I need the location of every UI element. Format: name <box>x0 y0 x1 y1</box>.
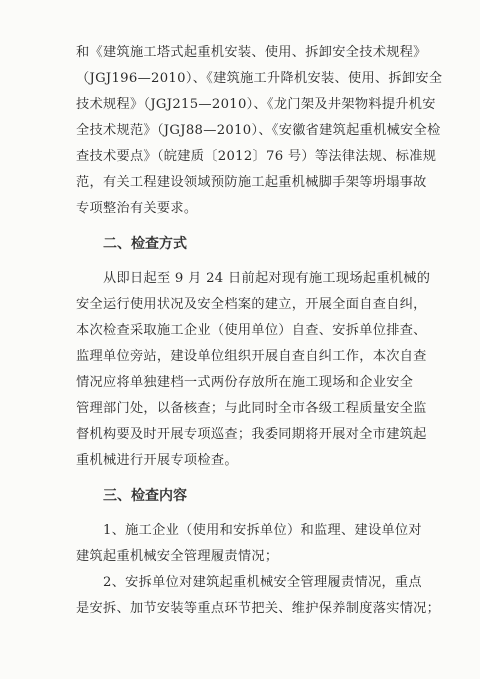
list-item-line: 是安拆、加节安装等重点环节把关、维护保养制度落实情况； <box>76 601 441 616</box>
paragraph-line: 管理部门处，以备核查；与此同时全市各级工程质量安全监 <box>76 401 427 416</box>
paragraph-line: 情况应将单独建档一式两份存放所在施工现场和企业安全 <box>76 375 414 390</box>
paragraph-line: 专项整治有关要求。 <box>76 201 198 216</box>
section-1-body <box>76 40 443 222</box>
paragraph-line: 查技术要点》（皖建质〔2012〕76 号）等法律法规、标准规 <box>76 149 437 164</box>
section-3-body <box>76 518 441 622</box>
paragraph-line: 全技术规范》（JGJ88—2010）、《安徽省建筑起重机械安全检 <box>76 123 441 138</box>
list-item-line: 建筑起重机械安全管理履责情况； <box>76 549 279 564</box>
paragraph-line: 范，有关工程建设领域预防施工起重机械脚手架等坍塌事故 <box>76 175 427 190</box>
paragraph-line: 技术规程》（JGJ215—2010）、《龙门架及井架物料提升机安 <box>76 97 436 112</box>
paragraph-line: 督机构要及时开展专项巡查；我委同期将开展对全市建筑起 <box>76 427 427 442</box>
section-2-body <box>76 266 431 474</box>
paragraph-line: 本次检查采取施工企业（使用单位）自查、安拆单位排查、 <box>76 323 427 338</box>
paragraph-line: 从即日起至 9 月 24 日前起对现有施工现场起重机械的 <box>103 271 431 286</box>
paragraph-line: 和《建筑施工塔式起重机安装、使用、拆卸安全技术规程》 <box>76 45 427 60</box>
section-3-heading: 三、检查内容 <box>103 488 187 504</box>
paragraph-line: （JGJ196—2010）、《建筑施工升降机安装、使用、拆卸安全 <box>76 71 443 86</box>
paragraph-line: 安全运行使用状况及安全档案的建立，开展全面自查自纠， <box>76 297 427 312</box>
paragraph-line: 监理单位旁站，建设单位组织开展自查自纠工作，本次自查 <box>76 349 427 364</box>
list-item-line: 2、安拆单位对建筑起重机械安全管理履责情况，重点 <box>103 575 422 590</box>
paragraph-line: 重机械进行开展专项检查。 <box>76 453 238 468</box>
section-2-heading: 二、检查方式 <box>103 236 187 252</box>
list-item-line: 1、施工企业（使用和安拆单位）和监理、建设单位对 <box>103 523 422 538</box>
